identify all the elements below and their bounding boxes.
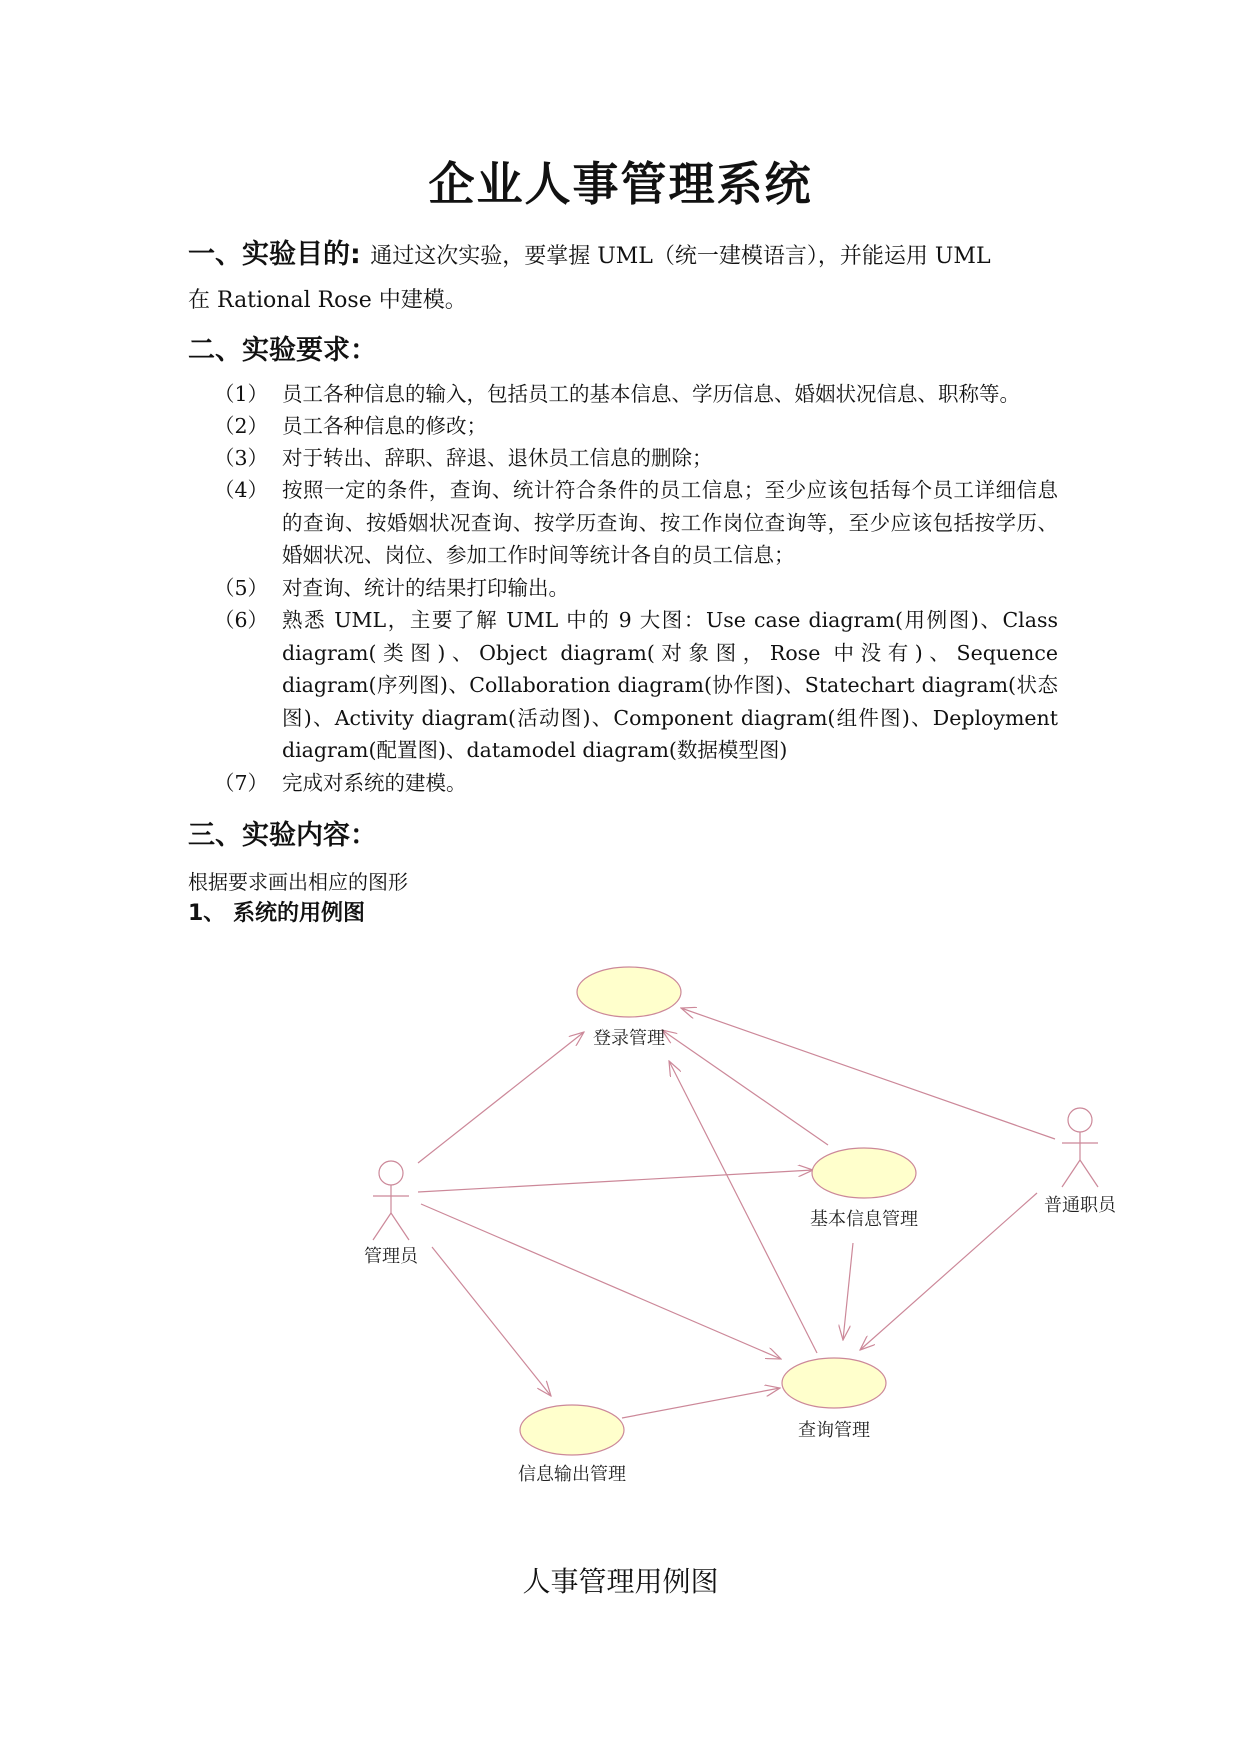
usecase-login bbox=[577, 967, 681, 1017]
section1-heading: 一、实验目的: bbox=[188, 239, 361, 270]
association-output-query bbox=[622, 1388, 780, 1418]
association-basic-login bbox=[662, 1030, 828, 1145]
section2-heading: 二、实验要求： bbox=[188, 335, 377, 366]
actor-icon bbox=[373, 1161, 409, 1240]
requirement-number: （1） bbox=[214, 382, 269, 406]
requirement-number: （4） bbox=[214, 478, 269, 502]
association-query-login bbox=[669, 1061, 817, 1353]
requirement-number: （2） bbox=[214, 414, 269, 438]
requirement-text: 对于转出、辞职、辞退、退休员工信息的删除； bbox=[282, 446, 713, 470]
section1-text-line2: 在 Rational Rose 中建模。 bbox=[188, 288, 467, 313]
requirement-number: （3） bbox=[214, 446, 269, 470]
requirement-text: 按照一定的条件，查询、统计符合条件的员工信息；至少应该包括每个员工详细信息的查询、按婚姻状况查询、按学历查询、按工作岗位查询等，至少应该包括按学历、婚姻状况、岗位、参加工作时间等统计各自的员工信息； bbox=[282, 478, 1058, 567]
usecase-query-label: 查询管理 bbox=[798, 1420, 870, 1441]
requirement-number: （7） bbox=[214, 771, 269, 795]
association-admin-output bbox=[432, 1247, 551, 1396]
actor-icon bbox=[1062, 1108, 1098, 1187]
association-basic-query bbox=[843, 1243, 853, 1340]
diagram-caption: 人事管理用例图 bbox=[522, 1565, 719, 1598]
section3-heading: 三、实验内容： bbox=[188, 820, 377, 851]
usecase-basic-info-label: 基本信息管理 bbox=[810, 1209, 918, 1230]
actor-admin-label: 管理员 bbox=[364, 1246, 418, 1267]
document-title: 企业人事管理系统 bbox=[428, 157, 813, 211]
section3-intro: 根据要求画出相应的图形 bbox=[188, 870, 408, 894]
usecase-output bbox=[520, 1405, 624, 1455]
requirement-text: 对查询、统计的结果打印输出。 bbox=[282, 576, 569, 600]
usecase-query bbox=[782, 1358, 886, 1408]
requirement-number: （6） bbox=[214, 608, 269, 632]
association-admin-basic-info bbox=[418, 1170, 813, 1192]
section3-subheading: 1、 系统的用例图 bbox=[188, 901, 365, 926]
association-employee-login bbox=[681, 1008, 1055, 1139]
actor-employee-label: 普通职员 bbox=[1044, 1195, 1116, 1216]
requirement-text: 熟悉 UML，主要了解 UML 中的 9 大图：Use case diagram(用例图)、Class diagram(类图)、Object diagram(对象图，Rose 中没有)、Sequence diagram(序列图)、Collaboration diagram(协作图)、Statechart diagram(状态图)、Activity diagram(活动图)、Component diagram(组件图)、Deployment diagram(配置图)、datamodel diagram(数据模型图) bbox=[282, 608, 1058, 762]
usecase-login-label: 登录管理 bbox=[593, 1028, 665, 1049]
usecase-output-label: 信息输出管理 bbox=[518, 1464, 626, 1485]
association-admin-query bbox=[421, 1204, 781, 1359]
association-admin-login bbox=[418, 1032, 584, 1163]
requirement-number: （5） bbox=[214, 576, 269, 600]
requirement-text: 完成对系统的建模。 bbox=[282, 771, 467, 795]
requirement-text: 员工各种信息的输入，包括员工的基本信息、学历信息、婚姻状况信息、职称等。 bbox=[282, 382, 1020, 406]
section1-text-line1: 通过这次实验，要掌握 UML（统一建模语言），并能运用 UML bbox=[370, 244, 991, 269]
usecase-basic-info bbox=[812, 1148, 916, 1198]
association-lines bbox=[418, 1008, 1055, 1418]
requirement-text: 员工各种信息的修改； bbox=[282, 414, 487, 438]
